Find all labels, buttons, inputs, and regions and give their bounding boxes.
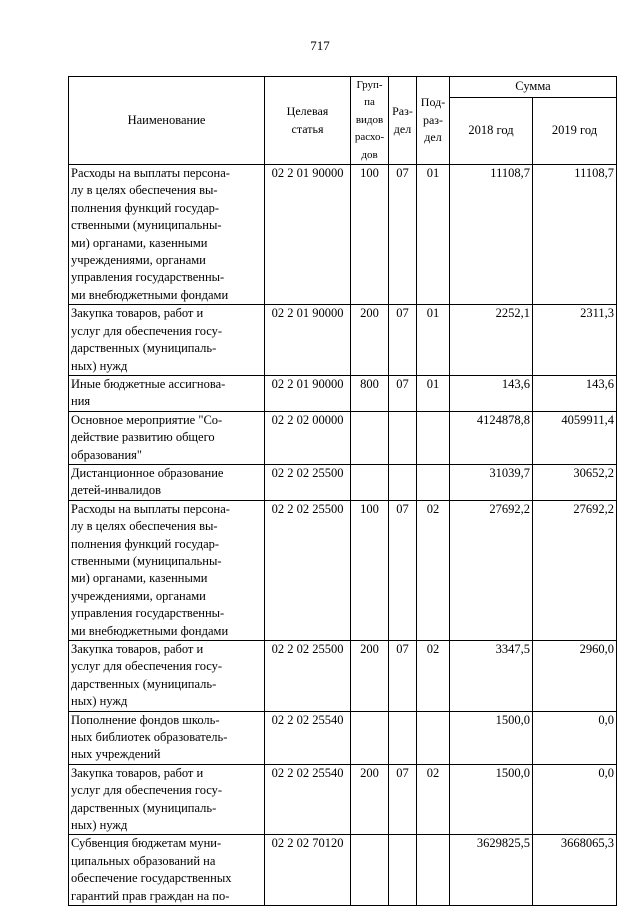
row-name-line: управления государственны- [71, 606, 225, 621]
header-target: Целевая статья [265, 77, 351, 165]
row-sum-2019: 4059911,4 [533, 411, 617, 464]
row-subsection: 01 [417, 375, 450, 411]
header-name: Наименование [69, 77, 265, 165]
header-group: Груп- па видов расхо- дов [351, 77, 389, 165]
row-name-line: Закупка товаров, работ и [71, 765, 204, 780]
row-group: 100 [351, 500, 389, 640]
table-row [69, 305, 617, 376]
row-code: 02 2 02 25540 [265, 711, 351, 764]
row-group: 800 [351, 375, 389, 411]
row-name-line: образования" [71, 447, 143, 462]
row-name-line: ния [71, 394, 91, 409]
row-name-line: ми внебюджетными фондами [71, 287, 229, 302]
row-sum-2018: 2252,1 [450, 305, 533, 376]
row-section: 07 [389, 375, 417, 411]
row-name-line: управления государственны- [71, 270, 225, 285]
row-name [69, 641, 265, 712]
row-name-line: Расходы на выплаты персона- [71, 166, 230, 181]
table-row [69, 764, 617, 835]
row-sum-2019: 11108,7 [533, 165, 617, 305]
row-name-line: ных) нужд [71, 694, 128, 709]
row-name-line: Закупка товаров, работ и [71, 306, 204, 321]
row-subsection [417, 711, 450, 764]
row-code: 02 2 02 25500 [265, 500, 351, 640]
budget-table [68, 76, 617, 906]
row-name-line: ми внебюджетными фондами [71, 623, 229, 638]
row-sum-2018: 27692,2 [450, 500, 533, 640]
table-row [69, 165, 617, 305]
row-name-line: ных) нужд [71, 358, 128, 373]
row-sum-2019: 2960,0 [533, 641, 617, 712]
row-group: 200 [351, 764, 389, 835]
row-group: 200 [351, 641, 389, 712]
row-sum-2018: 1500,0 [450, 764, 533, 835]
row-name-line: Расходы на выплаты персона- [71, 501, 230, 516]
row-subsection: 01 [417, 305, 450, 376]
row-name-line: услуг для обеспечения госу- [71, 323, 223, 338]
row-name-line: Иные бюджетные ассигнова- [71, 376, 226, 391]
row-name-line: действие развитию общего [71, 430, 215, 445]
row-name [69, 375, 265, 411]
row-name [69, 764, 265, 835]
table-row [69, 411, 617, 464]
table-row [69, 641, 617, 712]
row-code: 02 2 02 25500 [265, 641, 351, 712]
row-name [69, 835, 265, 906]
row-code: 02 2 01 90000 [265, 375, 351, 411]
row-name-line: лу в целях обеспечения вы- [71, 519, 218, 534]
row-name-line: ми) органами, казенными [71, 571, 208, 586]
row-sum-2018: 143,6 [450, 375, 533, 411]
row-subsection [417, 835, 450, 906]
header-sum: Сумма [450, 77, 617, 98]
row-sum-2018: 3629825,5 [450, 835, 533, 906]
row-group: 200 [351, 305, 389, 376]
row-name-line: ных) нужд [71, 818, 128, 833]
row-name-line: полнения функций государ- [71, 200, 220, 215]
row-section [389, 835, 417, 906]
row-code: 02 2 02 00000 [265, 411, 351, 464]
header-subsection: Под- раз- дел [417, 77, 450, 165]
row-section: 07 [389, 165, 417, 305]
row-name-line: ных библиотек образователь- [71, 730, 228, 745]
table-row [69, 711, 617, 764]
row-name-line: Закупка товаров, работ и [71, 642, 204, 656]
row-name-line: Пополнение фондов школь- [71, 712, 220, 727]
row-subsection: 01 [417, 165, 450, 305]
row-name [69, 711, 265, 764]
row-group [351, 464, 389, 500]
row-name-line: ственными (муниципальны- [71, 553, 222, 568]
row-name-line: детей-инвалидов [71, 483, 161, 498]
table-row [69, 500, 617, 640]
row-sum-2019: 27692,2 [533, 500, 617, 640]
row-name-line: ципальных образований на [71, 853, 216, 868]
row-name-line: дарственных (муниципаль- [71, 341, 217, 356]
row-subsection: 02 [417, 500, 450, 640]
row-sum-2019: 143,6 [533, 375, 617, 411]
row-section: 07 [389, 641, 417, 712]
row-sum-2019: 2311,3 [533, 305, 617, 376]
row-name [69, 411, 265, 464]
row-sum-2019: 30652,2 [533, 464, 617, 500]
row-name [69, 464, 265, 500]
row-sum-2018: 3347,5 [450, 641, 533, 712]
header-year-2019: 2019 год [533, 97, 617, 164]
row-subsection: 02 [417, 641, 450, 712]
row-group: 100 [351, 165, 389, 305]
row-section: 07 [389, 305, 417, 376]
row-name [69, 165, 265, 305]
row-section: 07 [389, 500, 417, 640]
row-section: 07 [389, 764, 417, 835]
row-name-line: Субвенция бюджетам муни- [71, 836, 222, 851]
row-name-line: услуг для обеспечения госу- [71, 783, 223, 798]
table-row [69, 835, 617, 906]
row-name-line: ми) органами, казенными [71, 235, 208, 250]
row-sum-2019: 0,0 [533, 764, 617, 835]
row-code: 02 2 01 90000 [265, 165, 351, 305]
row-name-line: ных учреждений [71, 747, 161, 762]
table-row [69, 464, 617, 500]
header-section: Раз- дел [389, 77, 417, 165]
row-name-line: услуг для обеспечения госу- [71, 659, 223, 674]
row-name-line: учреждениями, органами [71, 253, 206, 268]
row-section [389, 711, 417, 764]
row-name-line: Дистанционное образование [71, 465, 224, 480]
row-section [389, 411, 417, 464]
header-year-2018: 2018 год [450, 97, 533, 164]
row-subsection: 02 [417, 764, 450, 835]
row-sum-2018: 31039,7 [450, 464, 533, 500]
row-name-line: полнения функций государ- [71, 536, 220, 551]
row-sum-2018: 1500,0 [450, 711, 533, 764]
row-sum-2019: 0,0 [533, 711, 617, 764]
row-sum-2018: 4124878,8 [450, 411, 533, 464]
row-code: 02 2 02 25540 [265, 764, 351, 835]
row-name [69, 500, 265, 640]
row-section [389, 464, 417, 500]
row-group [351, 835, 389, 906]
row-code: 02 2 01 90000 [265, 305, 351, 376]
table-row [69, 375, 617, 411]
row-name-line: ственными (муниципальны- [71, 218, 222, 233]
row-name-line: учреждениями, органами [71, 588, 206, 603]
row-name-line: Основное мероприятие "Со- [71, 412, 223, 427]
row-group [351, 711, 389, 764]
row-name [69, 305, 265, 376]
page-number: 717 [310, 38, 330, 53]
row-name-line: дарственных (муниципаль- [71, 676, 217, 691]
row-sum-2019: 3668065,3 [533, 835, 617, 906]
row-name-line: дарственных (муниципаль- [71, 800, 217, 815]
row-group [351, 411, 389, 464]
row-code: 02 2 02 70120 [265, 835, 351, 906]
row-subsection [417, 411, 450, 464]
row-code: 02 2 02 25500 [265, 464, 351, 500]
row-name-line: лу в целях обеспечения вы- [71, 183, 218, 198]
row-subsection [417, 464, 450, 500]
row-sum-2018: 11108,7 [450, 165, 533, 305]
row-name-line: гарантий прав граждан на по- [71, 888, 230, 903]
row-name-line: обеспечение государственных [71, 871, 232, 886]
